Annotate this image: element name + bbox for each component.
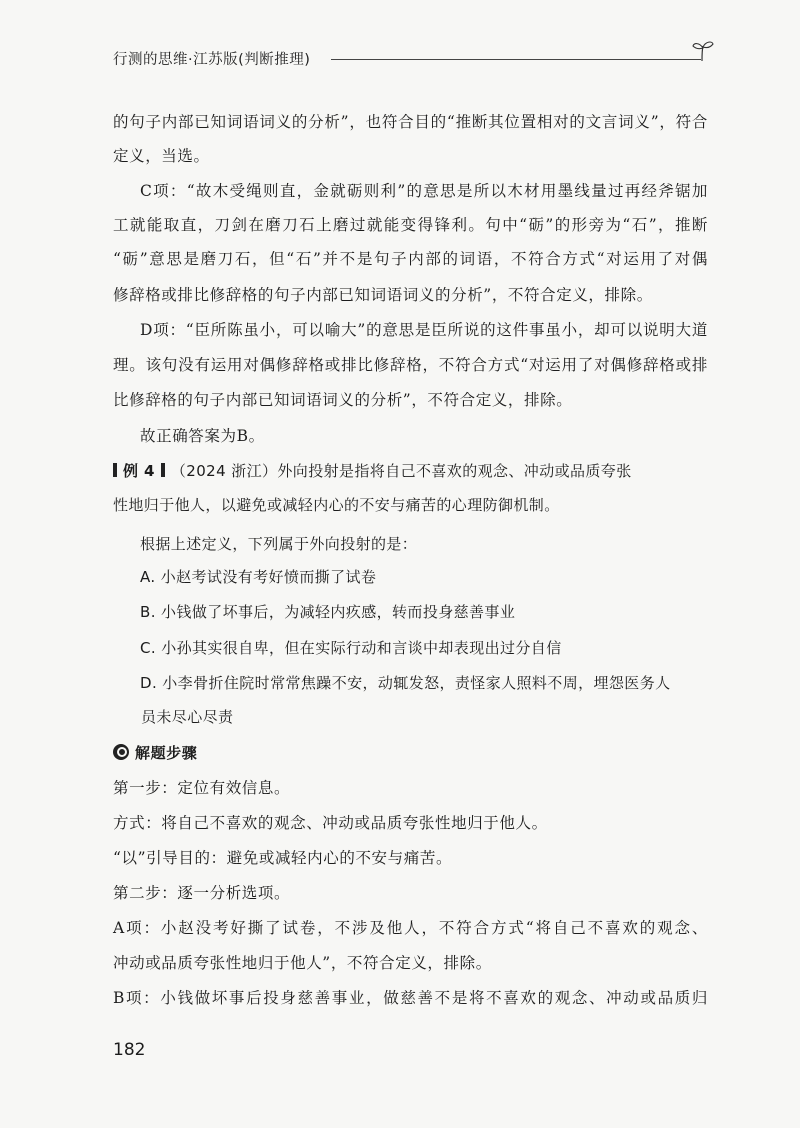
steps-icon (113, 744, 129, 760)
body-line: “砺”意思是磨刀石，但“石”并不是句子内部的词语，不符合方式“对运用了对偶 (113, 250, 708, 268)
option-c: C. 小孙其实很自卑，但在实际行动和言谈中却表现出过分自信 (140, 639, 562, 657)
solution-step: 第二步：逐一分析选项。 (113, 884, 291, 902)
example-text: （2024 浙江）外向投射是指将自己不喜欢的观念、冲动或品质夸张 (170, 462, 632, 480)
solution-heading-label: 解题步骤 (135, 744, 198, 762)
example-bar-left (113, 463, 117, 477)
page-number: 182 (113, 1040, 146, 1060)
body-line: C项：“故木受绳则直，金就砺则利”的意思是所以木材用墨线量过再经斧锯加 (140, 182, 708, 200)
option-d: D. 小李骨折住院时常常焦躁不安，动辄发怒，责怪家人照料不周，埋怨医务人 (140, 674, 671, 692)
example-heading-line (113, 461, 708, 481)
option-d-cont: 员未尽心尽责 (141, 708, 234, 726)
answer-line: 故正确答案为B。 (140, 427, 265, 445)
sprout-icon (691, 40, 715, 62)
body-line: 工就能取直，刀剑在磨刀石上磨过就能变得锋利。句中“砺”的形旁为“石”，推断 (113, 216, 708, 234)
example-question: 根据上述定义，下列属于外向投射的是： (140, 535, 418, 553)
body-line: D项：“臣所陈虽小，可以喻大”的意思是臣所说的这件事虽小，却可以说明大道 (140, 321, 708, 339)
solution-step: 方式：将自己不喜欢的观念、冲动或品质夸张性地归于他人。 (113, 814, 548, 832)
option-b: B. 小钱做了坏事后，为减轻内疚感，转而投身慈善事业 (140, 603, 516, 621)
solution-heading (113, 743, 708, 763)
book-title: 行测的思维·江苏版(判断推理) (113, 52, 311, 68)
body-line: 理。该句没有运用对偶修辞格或排比修辞格，不符合方式“对运用了对偶修辞格或排 (113, 356, 708, 374)
option-a: A. 小赵考试没有考好愤而撕了试卷 (140, 568, 377, 586)
solution-step: “以”引导目的：避免或减轻内心的不安与痛苦。 (113, 849, 453, 867)
body-line: 定义，当选。 (113, 147, 210, 165)
solution-step: B项：小钱做坏事后投身慈善事业，做慈善不是将不喜欢的观念、冲动或品质归 (113, 989, 708, 1007)
body-line: 修辞格或排比修辞格的句子内部已知词语词义的分析”，不符合定义，排除。 (113, 286, 653, 304)
body-line: 比修辞格的句子内部已知词语词义的分析”，不符合定义，排除。 (113, 391, 573, 409)
solution-step: 第一步：定位有效信息。 (113, 779, 291, 797)
body-line: 的句子内部已知词语词义的分析”，也符合目的“推断其位置相对的文言词义”，符合 (113, 113, 708, 131)
example-bar-right (161, 463, 165, 477)
solution-step: A项：小赵没考好撕了试卷，不涉及他人，不符合方式“将自己不喜欢的观念、 (113, 919, 708, 937)
running-header (113, 42, 709, 72)
example-tag: 例 4 (123, 462, 155, 480)
solution-step: 冲动或品质夸张性地归于他人”，不符合定义，排除。 (113, 954, 492, 972)
header-rule (331, 59, 701, 60)
example-text-cont: 性地归于他人，以避免或减轻内心的不安与痛苦的心理防御机制。 (113, 496, 560, 514)
